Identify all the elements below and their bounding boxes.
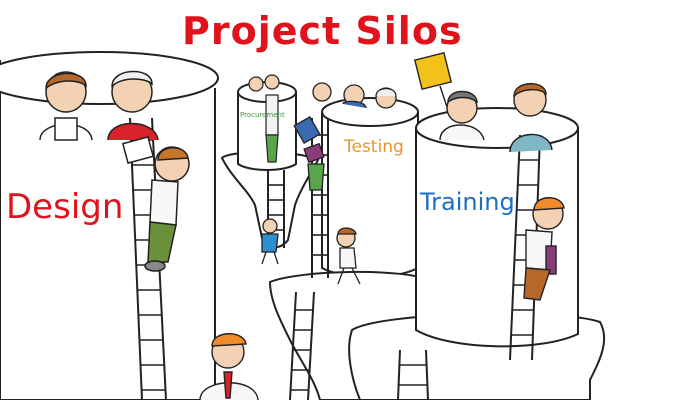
page-title: Project Silos bbox=[182, 9, 463, 53]
procurement-label: Procurement bbox=[240, 111, 285, 119]
testing-label: Testing bbox=[344, 137, 404, 157]
training-label: Training bbox=[420, 188, 515, 216]
person-blue-climber bbox=[262, 219, 278, 264]
design-label: Design bbox=[6, 187, 124, 227]
testing-silo bbox=[322, 98, 418, 277]
